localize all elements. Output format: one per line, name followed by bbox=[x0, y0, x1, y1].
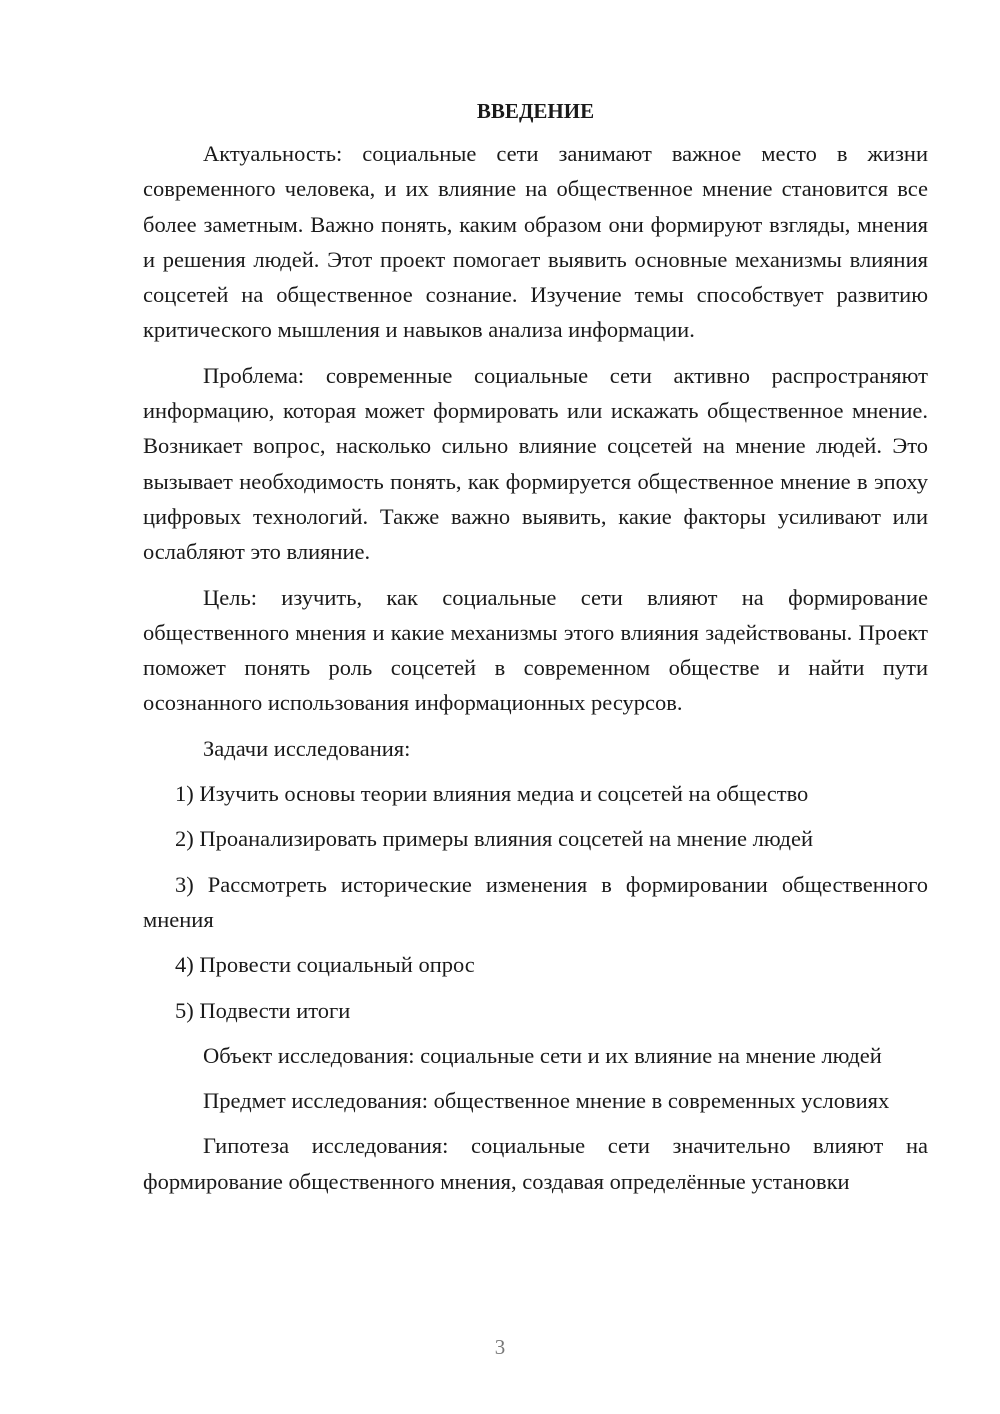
task-item-1: 1) Изучить основы теории влияния медиа и соцсетей на общество bbox=[175, 781, 809, 807]
object-paragraph: Объект исследования: социальные сети и их влияние на мнение людей bbox=[203, 1042, 882, 1068]
hypothesis-paragraph: Гипотеза исследования: социальные сети значительно влияют на формирование общественного мнения, создавая определённые установки bbox=[143, 1133, 928, 1194]
task-item-2: 2) Проанализировать примеры влияния соцсетей на мнение людей bbox=[175, 826, 814, 852]
relevance-paragraph: Актуальность: социальные сети занимают важное место в жизни современного человека, и их влияние на общественное мнение становится все более заметным. Важно понять, каким образом они формируют взгляды, мнения и решения людей. Этот проект помогает выявить основные механизмы влияния соцсетей на общественное сознание. Изучение темы способствует развитию критического мышления и навыков анализа информации. bbox=[143, 141, 928, 343]
task-item-5: 5) Подвести итоги bbox=[175, 997, 351, 1023]
task-item-4: 4) Провести социальный опрос bbox=[175, 952, 475, 978]
tasks-heading: Задачи исследования: bbox=[203, 735, 411, 761]
subject-paragraph: Предмет исследования: общественное мнение в современных условиях bbox=[203, 1088, 890, 1114]
task-item-3: 3) Рассмотреть исторические изменения в формировании общественного мнения bbox=[143, 871, 928, 932]
section-title: ВВЕДЕНИЕ bbox=[476, 99, 595, 123]
problem-paragraph: Проблема: современные социальные сети активно распространяют информацию, которая может формировать или искажать общественное мнение. Возникает вопрос, насколько сильно влияние соцсетей на мнение людей. Это вызывает необходимость понять, как формируется общественное мнение в эпоху цифровых технологий. Также важно выявить, какие факторы усиливают или ослабляют это влияние. bbox=[143, 362, 928, 565]
page-content bbox=[143, 96, 928, 1209]
goal-paragraph: Цель: изучить, как социальные сети влияют на формирование общественного мнения и какие механизмы этого влияния задействованы. Проект поможет понять роль соцсетей в современном обществе и найти пути осознанного использования информационных ресурсов. bbox=[143, 584, 928, 716]
page-number: 3 bbox=[494, 1335, 506, 1359]
